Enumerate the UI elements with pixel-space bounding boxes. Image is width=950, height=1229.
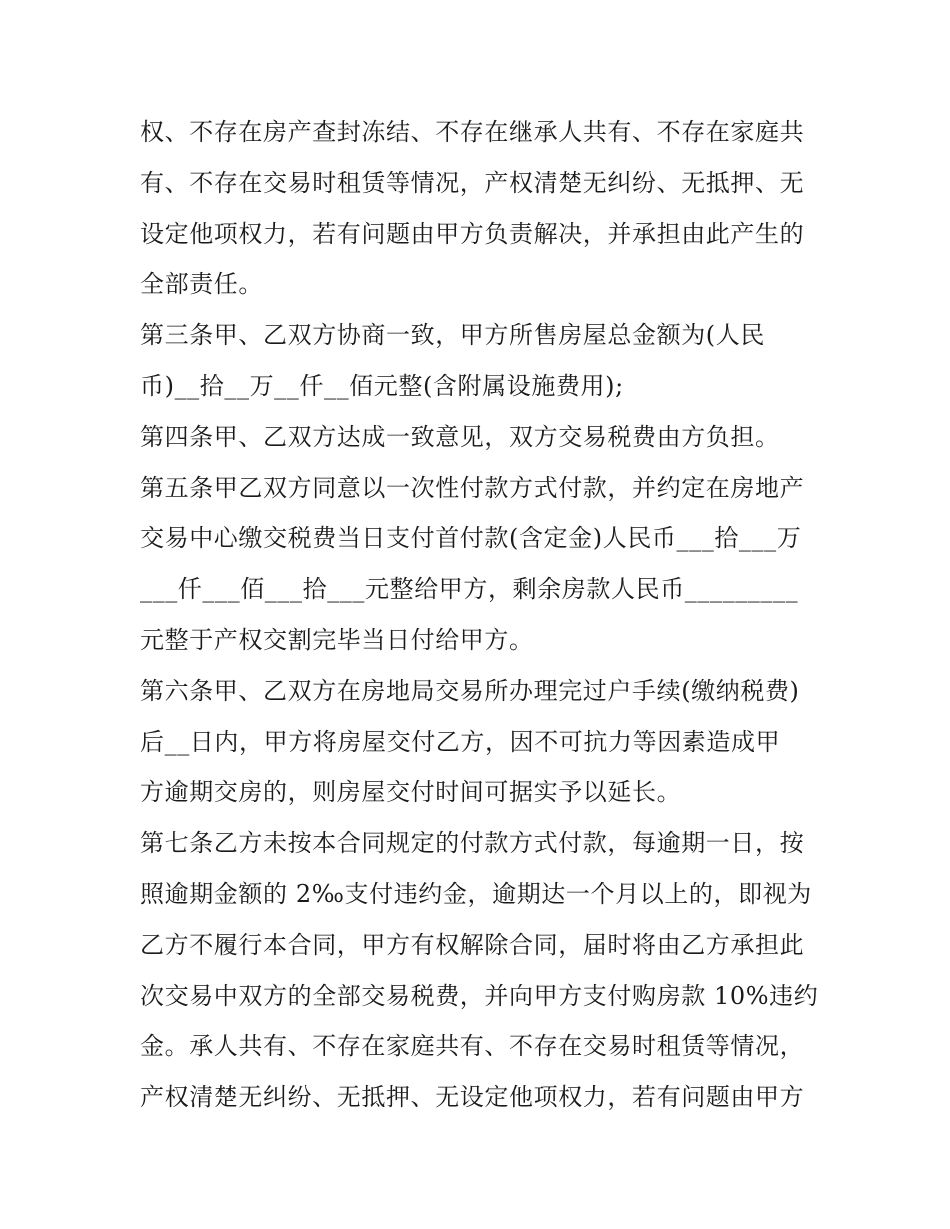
text-line: 元整于产权交割完毕当日付给甲方。: [140, 625, 534, 654]
text-line: 设定他项权力，若有问题由甲方负责解决，并承担由此产生的: [140, 219, 805, 248]
contract-text: [140, 107, 820, 1123]
text-line: 交易中心缴交税费当日支付首付款(含定金)人民币___拾___万: [140, 524, 802, 553]
text-line: 方逾期交房的，则房屋交付时间可据实予以延长。: [140, 778, 682, 807]
text-line: 产权清楚无纠纷、无抵押、无设定他项权力，若有问题由甲方: [140, 1083, 805, 1112]
article-7-line: 第七条乙方未按本合同规定的付款方式付款，每逾期一日，按: [140, 829, 805, 858]
text-line: 次交易中双方的全部交易税费，并向甲方支付购房款 10%违约: [140, 981, 819, 1010]
text-line: 乙方不履行本合同，甲方有权解除合同，届时将由乙方承担此: [140, 930, 805, 959]
article-5-line: 第五条甲乙双方同意以一次性付款方式付款，并约定在房地产: [140, 473, 805, 502]
article-6-line: 第六条甲、乙双方在房地局交易所办理完过户手续(缴纳税费): [140, 676, 800, 705]
text-line: ___仟___佰___拾___元整给甲方，剩余房款人民币_________: [140, 575, 799, 604]
text-line: 金。承人共有、不存在家庭共有、不存在交易时租赁等情况，: [140, 1032, 805, 1061]
text-line: 照逾期金额的 2‰支付违约金，逾期达一个月以上的，即视为: [140, 879, 812, 908]
text-line: 后__日内，甲方将房屋交付乙方，因不可抗力等因素造成甲: [140, 727, 781, 756]
article-4-line: 第四条甲、乙双方达成一致意见，双方交易税费由方负担。: [140, 422, 780, 451]
text-line: 权、不存在房产查封冻结、不存在继承人共有、不存在家庭共: [140, 118, 805, 146]
article-3-line: 第三条甲、乙双方协商一致，甲方所售房屋总金额为(人民: [140, 321, 765, 350]
text-line: 全部责任。: [140, 270, 263, 299]
text-line: 有、不存在交易时租赁等情况，产权清楚无纠纷、无抵押、无: [140, 168, 805, 197]
text-line: 币)__拾__万__仟__佰元整(含附属设施费用);: [140, 371, 624, 400]
